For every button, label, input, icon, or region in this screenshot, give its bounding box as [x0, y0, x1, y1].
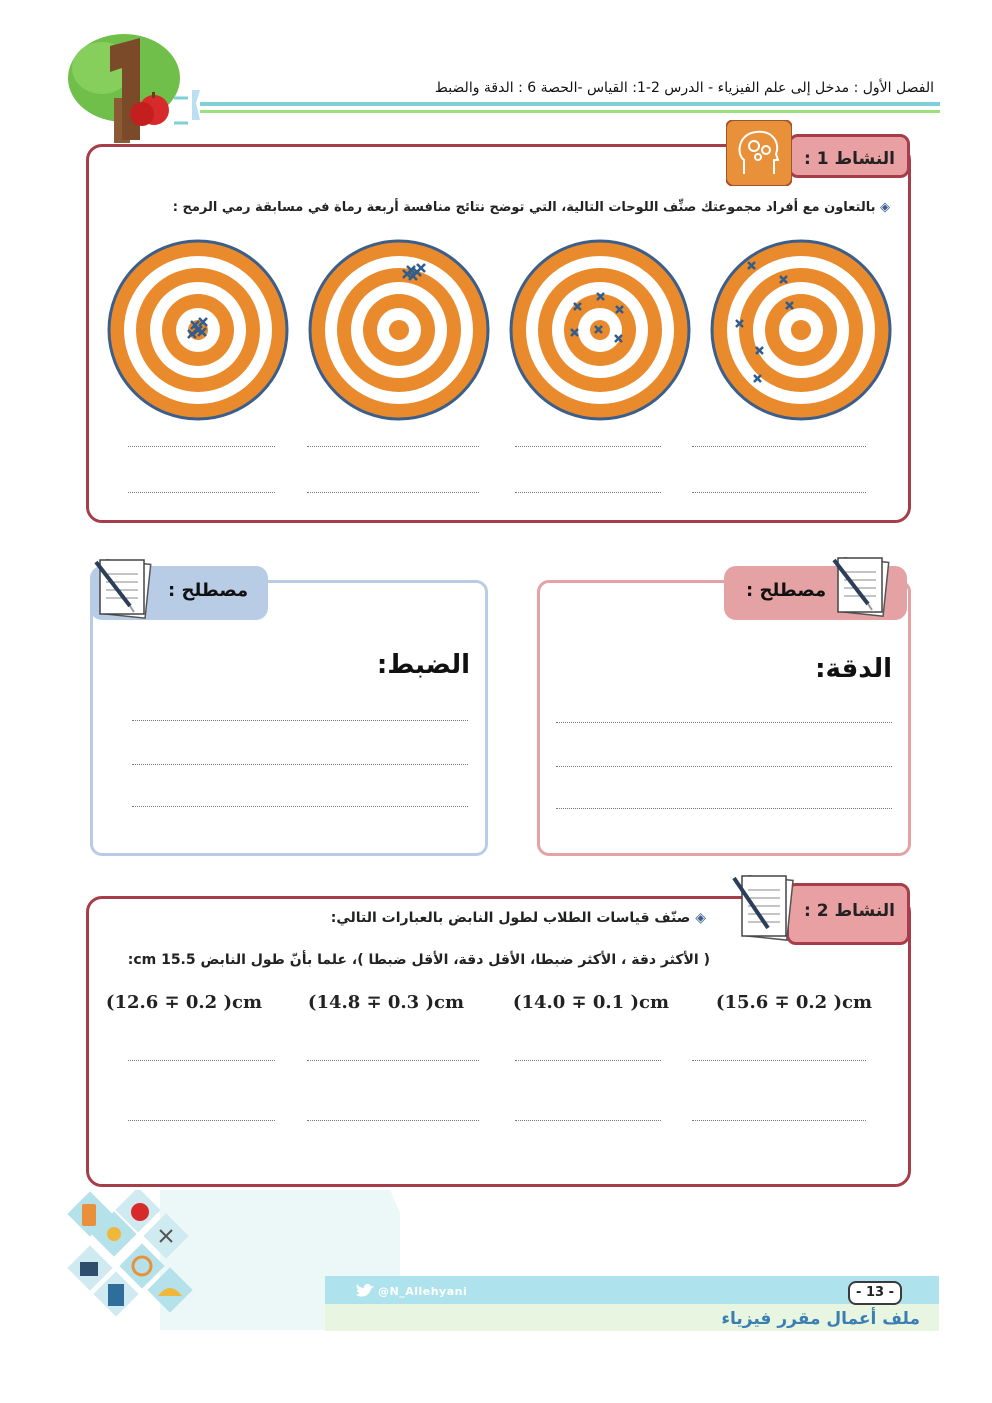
- activity-1-instruction: بالتعاون مع أفراد مجموعتك صنِّف اللوحات التالية، التي توضح نتائج منافسة أربعة رماة في مسابقة رمي الرمح :: [172, 200, 876, 215]
- answer-line[interactable]: [128, 1120, 275, 1121]
- target-board-precise-not-accurate: [307, 238, 491, 422]
- twitter-bird-icon: [355, 1283, 375, 1299]
- answer-line[interactable]: [692, 1120, 866, 1121]
- measurement-4: (12.6 ∓ 0.2 )cm: [105, 992, 262, 1013]
- footer-title: ملف أعمال مقرر فيزياء: [721, 1309, 920, 1329]
- twitter-handle: @N_Allehyani: [378, 1285, 468, 1298]
- activity-2-label: النشاط 2 :: [786, 883, 910, 945]
- answer-line[interactable]: [132, 720, 468, 721]
- answer-line[interactable]: [515, 1060, 661, 1061]
- answer-line[interactable]: [556, 722, 892, 723]
- measurement-1: (15.6 ∓ 0.2 )cm: [715, 992, 872, 1013]
- brain-gears-icon: [726, 120, 792, 186]
- answer-line[interactable]: [515, 446, 661, 447]
- answer-line[interactable]: [307, 1060, 479, 1061]
- term-word-accuracy: الدقة:: [815, 654, 892, 684]
- activity-2-instruction: صنّف قياسات الطلاب لطول النابض بالعبارات التالي:: [330, 910, 691, 926]
- diamond-bullet-icon: ◈: [695, 910, 706, 926]
- answer-line[interactable]: [515, 1120, 661, 1121]
- answer-line[interactable]: [307, 446, 479, 447]
- target-board-precise-accurate: [106, 238, 290, 422]
- answer-line[interactable]: [128, 1060, 275, 1061]
- answer-line[interactable]: [128, 446, 275, 447]
- answer-line[interactable]: [556, 808, 892, 809]
- target-board-accurate-not-precise: [508, 238, 692, 422]
- diamond-bullet-icon: ◈: [880, 200, 890, 215]
- answer-line[interactable]: [307, 1120, 479, 1121]
- answer-line[interactable]: [692, 446, 866, 447]
- term-label-accuracy: مصطلح :: [746, 580, 827, 601]
- logo-tree-icon: [62, 28, 202, 146]
- measurement-2: (14.0 ∓ 0.1 )cm: [512, 992, 669, 1013]
- notebook-pen-icon: [828, 554, 898, 620]
- notebook-pen-icon: [90, 556, 160, 622]
- answer-line[interactable]: [515, 492, 661, 493]
- answer-line[interactable]: [692, 492, 866, 493]
- activity-1-label: النشاط 1 :: [788, 134, 910, 178]
- answer-line[interactable]: [132, 764, 468, 765]
- page-header-title: الفصل الأول : مدخل إلى علم الفيزياء - الدرس 2-1: القياس -الحصة 6 : الدقة والضبط: [434, 80, 934, 96]
- activity-2-options: ( الأكثر دقة ، الأكثر ضبطا، الأقل دقة، الأقل ضبطا )، علما بأنّ طول النابض 15.5 cm:: [127, 952, 710, 968]
- notebook-pen-icon: [728, 872, 798, 944]
- term-word-precision: الضبط:: [376, 650, 470, 680]
- answer-line[interactable]: [128, 492, 275, 493]
- term-box-accuracy: [537, 580, 911, 856]
- answer-line[interactable]: [692, 1060, 866, 1061]
- term-label-precision: مصطلح :: [168, 580, 249, 601]
- measurement-3: (14.8 ∓ 0.3 )cm: [307, 992, 464, 1013]
- answer-line[interactable]: [132, 806, 468, 807]
- answer-line[interactable]: [307, 492, 479, 493]
- page-number: - 13 -: [848, 1281, 902, 1305]
- answer-line[interactable]: [556, 766, 892, 767]
- target-board-not-accurate-not-precise: [709, 238, 893, 422]
